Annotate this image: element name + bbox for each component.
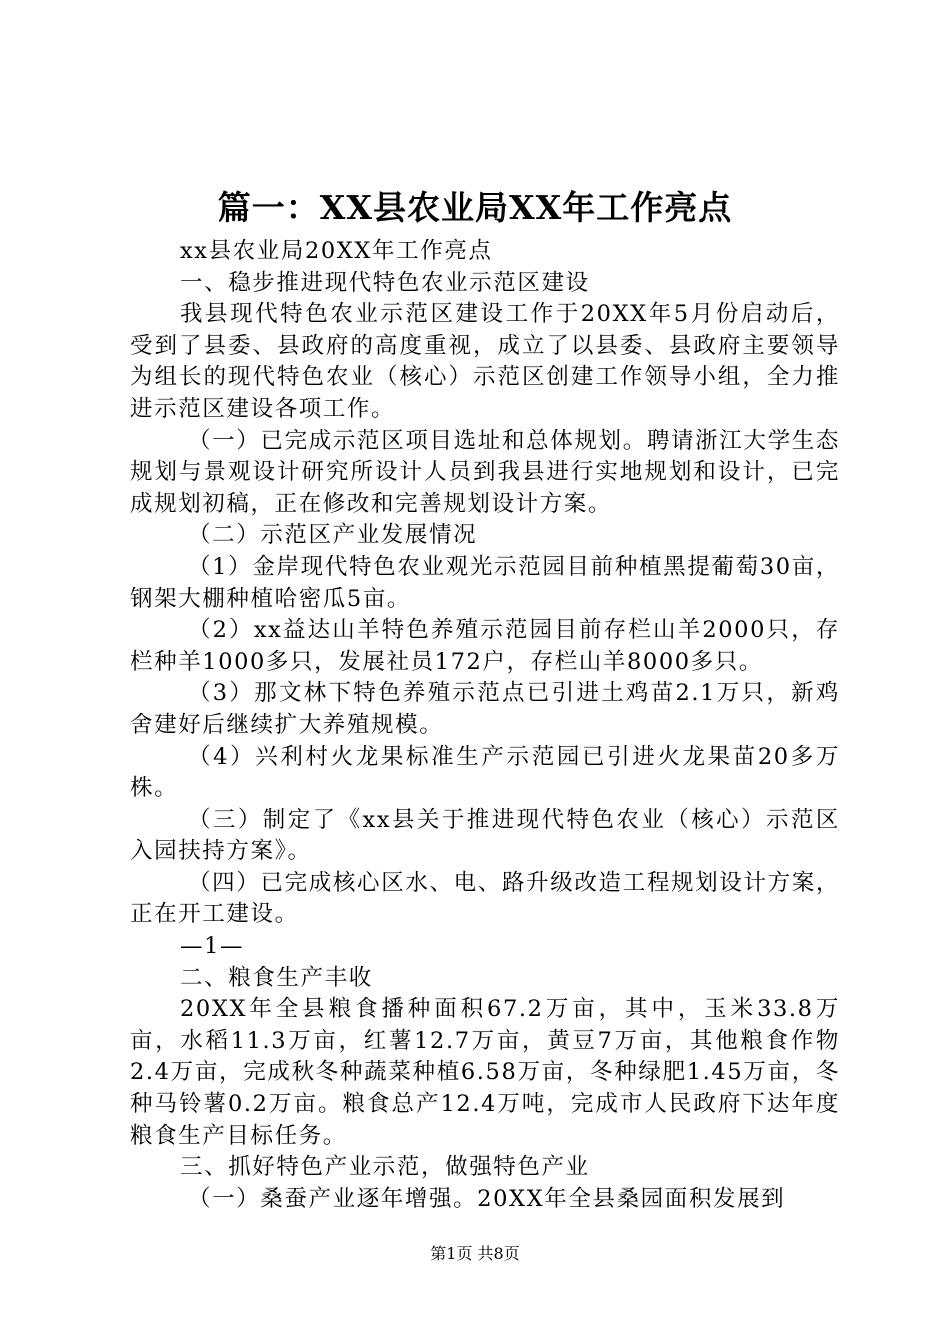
body-paragraph: （四）已完成核心区水、电、路升级改造工程规划设计方案，正在开工建设。	[130, 869, 840, 928]
body-paragraph: （1）金岸现代特色农业观光示范园目前种植黑提葡萄30亩，钢架大棚种植哈密瓜5亩。	[130, 553, 840, 612]
body-paragraph: （一）已完成示范区项目选址和总体规划。聘请浙江大学生态规划与景观设计研究所设计人员到我县进行实地规划和设计，已完成规划初稿，正在修改和完善规划设计方案。	[130, 427, 840, 517]
body-paragraph: 二、粮食生产丰收	[180, 964, 373, 991]
page-footer: 第1页 共8页	[430, 1244, 520, 1263]
body-paragraph: 我县现代特色农业示范区建设工作于20XX年5月份启动后，受到了县委、县政府的高度重视，成立了以县委、县政府主要领导为组长的现代特色农业（核心）示范区创建工作领导小组，全力推进示范区建设各项工作。	[130, 301, 840, 422]
body-paragraph: （三）制定了《xx县关于推进现代特色农业（核心）示范区入园扶持方案》。	[130, 806, 840, 865]
body-paragraph: （二）示范区产业发展情况	[188, 522, 478, 549]
body-paragraph: 20XX年全县粮食播种面积67.2万亩，其中，玉米33.8万亩，水稻11.3万亩，红薯12.7万亩，黄豆7万亩，其他粮食作物2.4万亩，完成秋冬种蔬菜种植6.58万亩，冬种绿肥1.45万亩，冬种马铃薯0.2万亩。粮食总产12.4万吨，完成市人民政府下达年度粮食生产目标任务。	[130, 996, 840, 1149]
document-body	[130, 236, 840, 1215]
body-paragraph: —1—	[180, 933, 245, 960]
body-paragraph: xx县农业局20XX年工作亮点	[180, 238, 493, 264]
body-paragraph: （2）xx益达山羊特色养殖示范园目前存栏山羊2000只，存栏种羊1000多只，发展社员172户，存栏山羊8000多只。	[130, 617, 840, 675]
document-title: 篇一：XX县农业局XX年工作亮点	[217, 188, 733, 227]
body-paragraph: （4）兴利村火龙果标准生产示范园已引进火龙果苗20多万株。	[130, 743, 840, 802]
body-paragraph: （3）那文林下特色养殖示范点已引进土鸡苗2.1万只，新鸡舍建好后继续扩大养殖规模。	[130, 680, 840, 738]
body-paragraph: 三、抓好特色产业示范，做强特色产业	[180, 1154, 590, 1181]
body-paragraph: 一、稳步推进现代特色农业示范区建设	[180, 269, 590, 296]
body-paragraph: （一）桑蚕产业逐年增强。20XX年全县桑园面积发展到	[188, 1185, 786, 1212]
